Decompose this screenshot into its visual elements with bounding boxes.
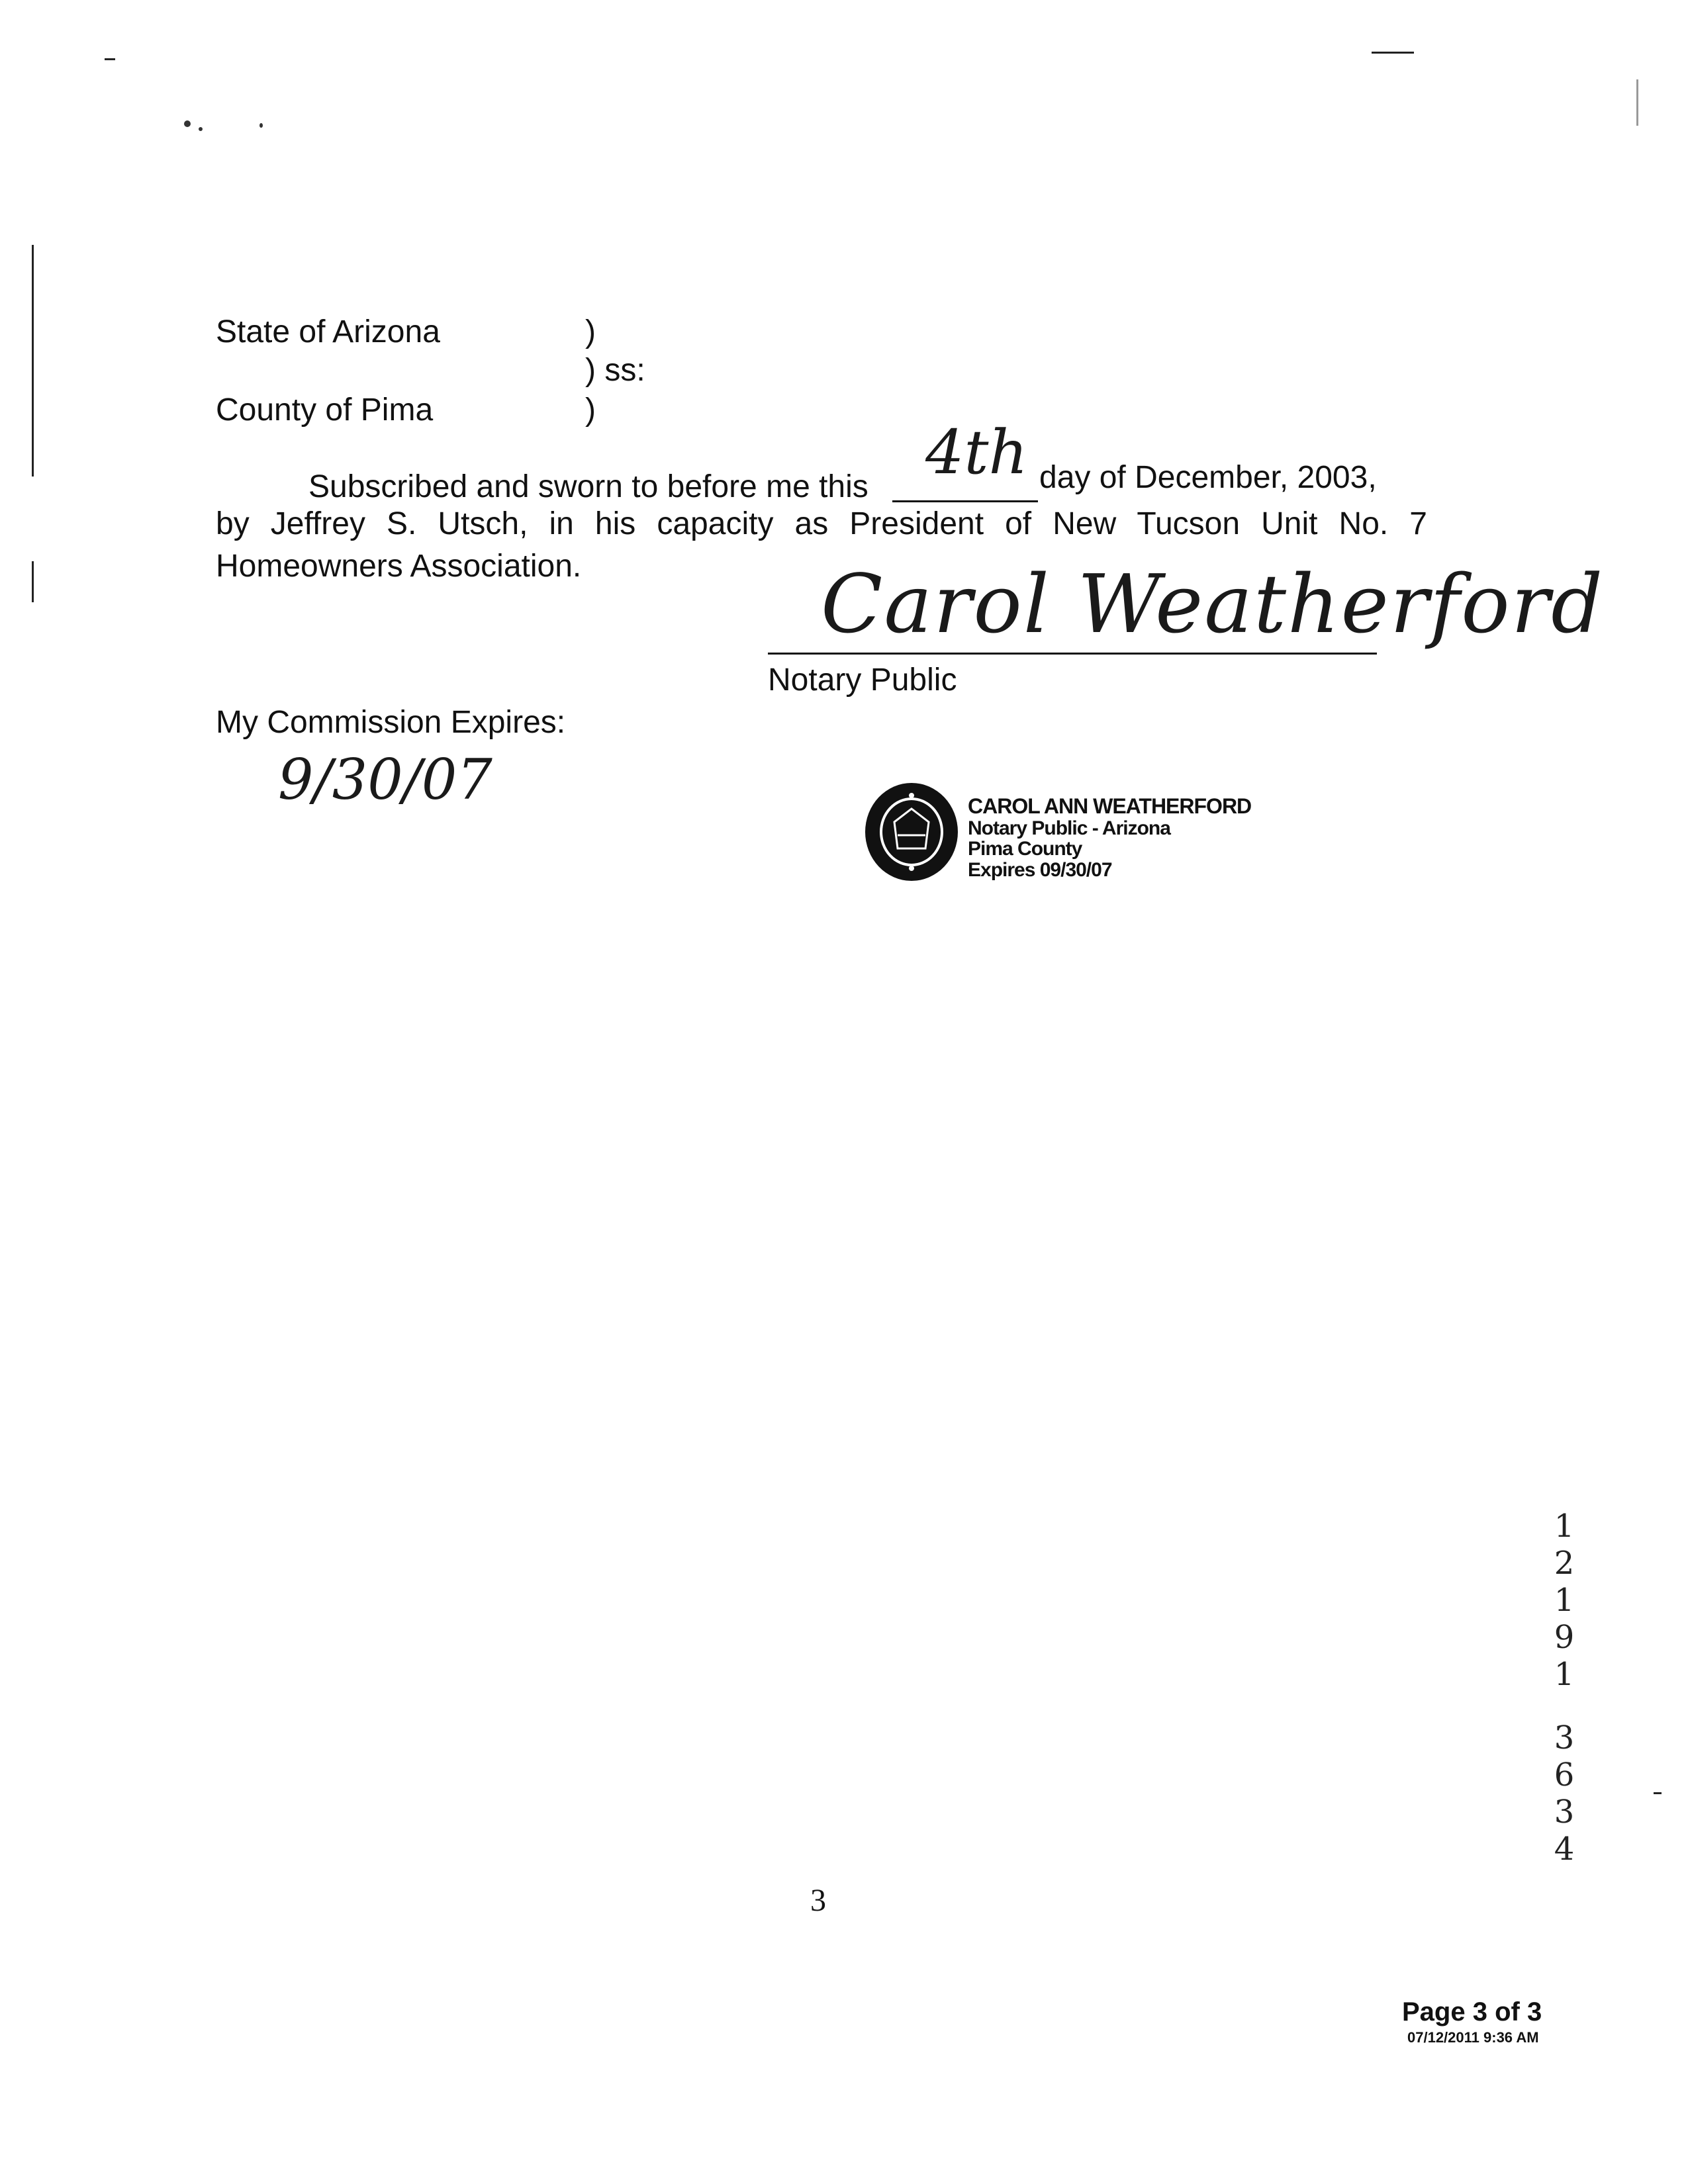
venue-paren-ss: ) ss: [585, 353, 645, 388]
notary-seal-emblem [865, 782, 959, 882]
venue-paren: ) [585, 392, 596, 428]
recording-digit: 4 [1554, 1831, 1575, 1868]
footer-page-label: Page 3 of 3 [1402, 1997, 1542, 2026]
recording-digit: 6 [1554, 1756, 1575, 1794]
day-blank-line [892, 500, 1038, 502]
jurat-line1-before: Subscribed and sworn to before me this [308, 469, 868, 504]
scan-speck [184, 120, 191, 127]
notary-seal-text [968, 796, 1251, 880]
seal-line4: Expires 09/30/07 [968, 858, 1112, 881]
scan-mark-right-edge [1636, 79, 1638, 126]
jurat-line1-after: day of December, 2003, [1039, 460, 1377, 495]
recording-digit: 1 [1554, 1582, 1575, 1619]
venue-paren: ) [585, 314, 596, 349]
notary-title: Notary Public [768, 662, 957, 698]
handwritten-day: 4th [925, 417, 1028, 488]
jurat-line3: Homeowners Association. [216, 549, 582, 584]
county-label: County of Pima [216, 392, 434, 428]
jurat-line2: by Jeffrey S. Utsch, in his capacity as President of New Tucson Unit No. 7 [216, 506, 1427, 541]
page-number: 3 [810, 1883, 826, 1918]
scan-speck [199, 127, 203, 131]
scan-mark-top-right [1372, 52, 1414, 54]
scan-speck [259, 123, 263, 128]
recording-digit: 1 [1554, 1508, 1575, 1545]
seal-name: CAROL ANN WEATHERFORD [968, 794, 1252, 818]
state-label: State of Arizona [216, 314, 440, 349]
seal-line3: Pima County [968, 838, 1082, 860]
scan-mark-left-bar [32, 245, 34, 477]
signature-line [768, 653, 1377, 655]
recording-digit: 3 [1554, 1719, 1575, 1756]
scan-mark-top-left [105, 58, 115, 60]
footer-timestamp: 07/12/2011 9:36 AM [1407, 2029, 1539, 2046]
commission-label: My Commission Expires: [216, 705, 566, 740]
commission-date-handwritten: 9/30/07 [278, 747, 492, 812]
recording-digit: 2 [1554, 1545, 1575, 1582]
scan-mark-left-bar [32, 561, 34, 602]
seal-line2: Notary Public - Arizona [968, 817, 1170, 839]
recording-digit: 9 [1554, 1619, 1575, 1656]
recording-digit: 3 [1554, 1794, 1575, 1831]
notary-signature: Carol Weatherford [821, 557, 1605, 651]
recording-number [1548, 1508, 1581, 1868]
recording-digit: 1 [1554, 1656, 1575, 1693]
scan-mark-right-dash [1654, 1792, 1662, 1794]
